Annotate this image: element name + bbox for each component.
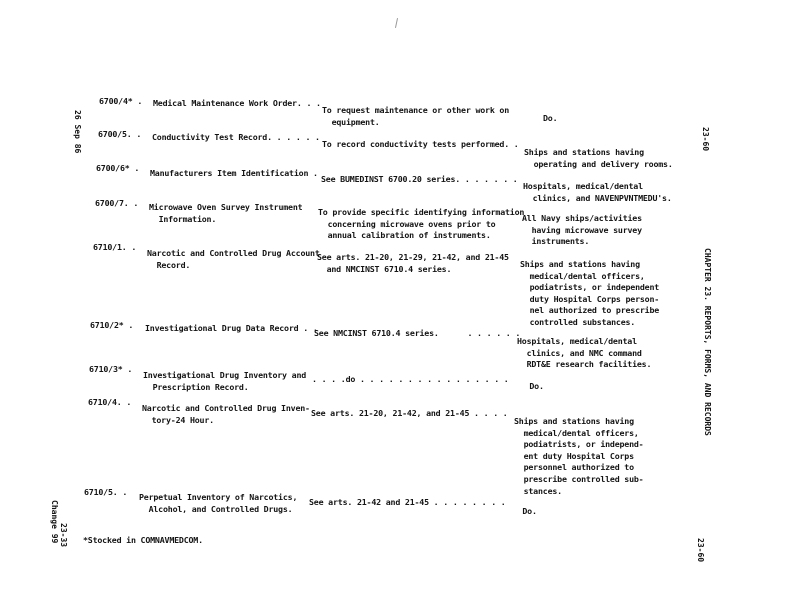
form-activity: Hospitals, medical/dental clinics, and NAVENPVNTMEDU's.	[523, 181, 672, 203]
form-number: 6710/1. .	[93, 242, 137, 252]
change-number: Change 99	[50, 500, 59, 544]
form-number: 6710/2* .	[90, 320, 134, 330]
form-purpose: See BUMEDINST 6700.20 series. . . . . . .	[321, 174, 518, 184]
form-title: Conductivity Test Record. . . . . .	[152, 132, 320, 142]
form-title: Investigational Drug Inventory and Prescription Record.	[143, 370, 307, 392]
form-number: 6700/7. .	[95, 198, 139, 208]
form-title: Narcotic and Controlled Drug Account Record.	[147, 248, 320, 270]
form-purpose: To provide specific identifying information concerning microwave ovens prior to annual calibration of instruments.	[318, 207, 525, 241]
footnote: *Stocked in COMNAVMEDCOM.	[83, 535, 203, 545]
form-purpose: See arts. 21-20, 21-42, and 21-45 . . . .	[311, 408, 508, 418]
form-activity: All Navy ships/activities having microwave survey instruments.	[522, 213, 642, 247]
form-number: 6710/3* .	[89, 364, 133, 374]
page-number-bottom: 23-60	[696, 538, 705, 563]
form-purpose: See arts. 21-20, 21-29, 21-42, and 21-45 and NMCINST 6710.4 series.	[317, 252, 509, 274]
page-reference: 23-33	[59, 523, 68, 548]
form-purpose: To record conductivity tests performed. .	[322, 139, 519, 149]
form-purpose: See NMCINST 6710.4 series. . . . . . .	[314, 328, 521, 338]
form-purpose: . . . .do . . . . . . . . . . . . . . . .	[312, 374, 509, 384]
form-activity: Ships and stations having medical/dental officers, podiatrists, or independ- ent duty Hospital Corps personnel authorized to prescribe controlled sub- stances.	[514, 416, 644, 496]
form-activity: Ships and stations having operating and delivery rooms.	[524, 147, 673, 169]
page-number-top: 23-60	[701, 127, 710, 152]
form-number: 6700/4* .	[99, 96, 143, 106]
form-title: Perpetual Inventory of Narcotics, Alcohol, and Controlled Drugs.	[139, 492, 298, 514]
form-activity: Do.	[543, 113, 558, 123]
form-activity: Do.	[529, 380, 544, 391]
form-title: Narcotic and Controlled Drug Inven- tory-24 Hour.	[142, 403, 310, 425]
form-purpose: To request maintenance or other work on equipment.	[322, 105, 510, 127]
margin-date: 26 Sep 86	[73, 110, 82, 154]
form-title: Medical Maintenance Work Order. . .	[153, 98, 321, 108]
form-activity: Do.	[522, 505, 537, 516]
chapter-heading: CHAPTER 23. REPORTS, FORMS, AND RECORDS	[703, 248, 712, 436]
form-number: 6700/5. .	[98, 129, 142, 139]
form-number: 6710/4. .	[88, 397, 132, 407]
pen-mark	[395, 18, 398, 28]
form-activity: Hospitals, medical/dental clinics, and NMC command RDT&E research facilities.	[517, 336, 652, 370]
form-number: 6700/6* .	[96, 163, 140, 173]
form-title: Investigational Drug Data Record . .	[145, 323, 318, 333]
form-activity: Ships and stations having medical/dental officers, podiatrists, or independent duty Hospital Corps person- nel authorized to prescribe controlled substances.	[520, 259, 660, 327]
form-title: Manufacturers Item Identification .	[150, 168, 318, 178]
form-title: Microwave Oven Survey Instrument Information.	[149, 202, 303, 224]
form-number: 6710/5. .	[84, 487, 128, 497]
form-purpose: See arts. 21-42 and 21-45 . . . . . . . .	[309, 497, 506, 507]
